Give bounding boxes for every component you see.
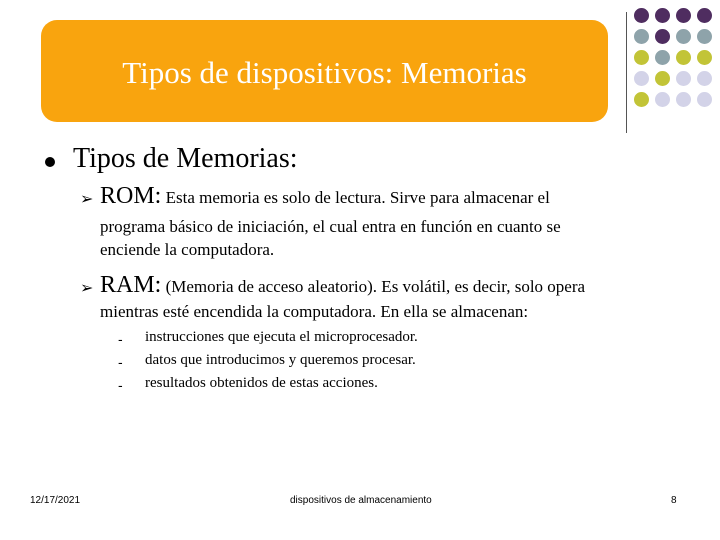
decorative-dot [655, 71, 670, 86]
item-text: (Memoria de acceso aleatorio). Es volátil, es decir, solo opera [161, 277, 586, 296]
item-text: programa básico de iniciación, el cual entra en función en cuanto se [100, 217, 561, 236]
decorative-dot [634, 71, 649, 86]
decorative-divider [626, 12, 627, 133]
sub-list-item: resultados obtenidos de estas acciones. [145, 375, 378, 391]
dash-bullet-icon: - [118, 377, 123, 393]
decorative-dot [697, 92, 712, 107]
footer-center-text: dispositivos de almacenamiento [290, 495, 432, 506]
decorative-dot [676, 71, 691, 86]
decorative-dot [697, 50, 712, 65]
decorative-dot [655, 29, 670, 44]
round-bullet-icon [45, 157, 55, 167]
decorative-dot-grid [634, 8, 720, 120]
decorative-dot [676, 8, 691, 23]
item-text: mientras esté encendida la computadora. En ella se almacenan: [100, 302, 529, 321]
decorative-dot [655, 50, 670, 65]
slide-title: Tipos de dispositivos: Memorias [122, 55, 527, 90]
item-text: enciende la computadora. [100, 240, 275, 259]
decorative-dot [634, 92, 649, 107]
decorative-dot [655, 8, 670, 23]
list-item-rom [100, 185, 670, 261]
decorative-dot [676, 92, 691, 107]
footer-date: 12/17/2021 [30, 495, 81, 506]
list-item-ram [100, 274, 670, 323]
section-heading: Tipos de Memorias: [73, 143, 298, 174]
decorative-dot [676, 29, 691, 44]
sub-list-item: datos que introducimos y queremos procesar. [145, 352, 416, 368]
decorative-dot [697, 71, 712, 86]
decorative-dot [634, 29, 649, 44]
sub-list-item: instrucciones que ejecuta el microprocesador. [145, 329, 418, 345]
decorative-dot [634, 50, 649, 65]
decorative-dot [676, 50, 691, 65]
dash-bullet-icon: - [118, 331, 123, 347]
footer-page-number: 8 [671, 495, 677, 506]
decorative-dot [634, 8, 649, 23]
item-term: RAM: [100, 272, 162, 298]
item-term: ROM: [100, 183, 162, 209]
arrow-bullet-icon: ➢ [80, 278, 94, 297]
arrow-bullet-icon: ➢ [80, 189, 94, 208]
decorative-dot [655, 92, 670, 107]
decorative-dot [697, 8, 712, 23]
decorative-dot [697, 29, 712, 44]
dash-bullet-icon: - [118, 354, 123, 370]
item-text: Esta memoria es solo de lectura. Sirve para almacenar el [161, 188, 550, 207]
title-banner [41, 20, 608, 122]
